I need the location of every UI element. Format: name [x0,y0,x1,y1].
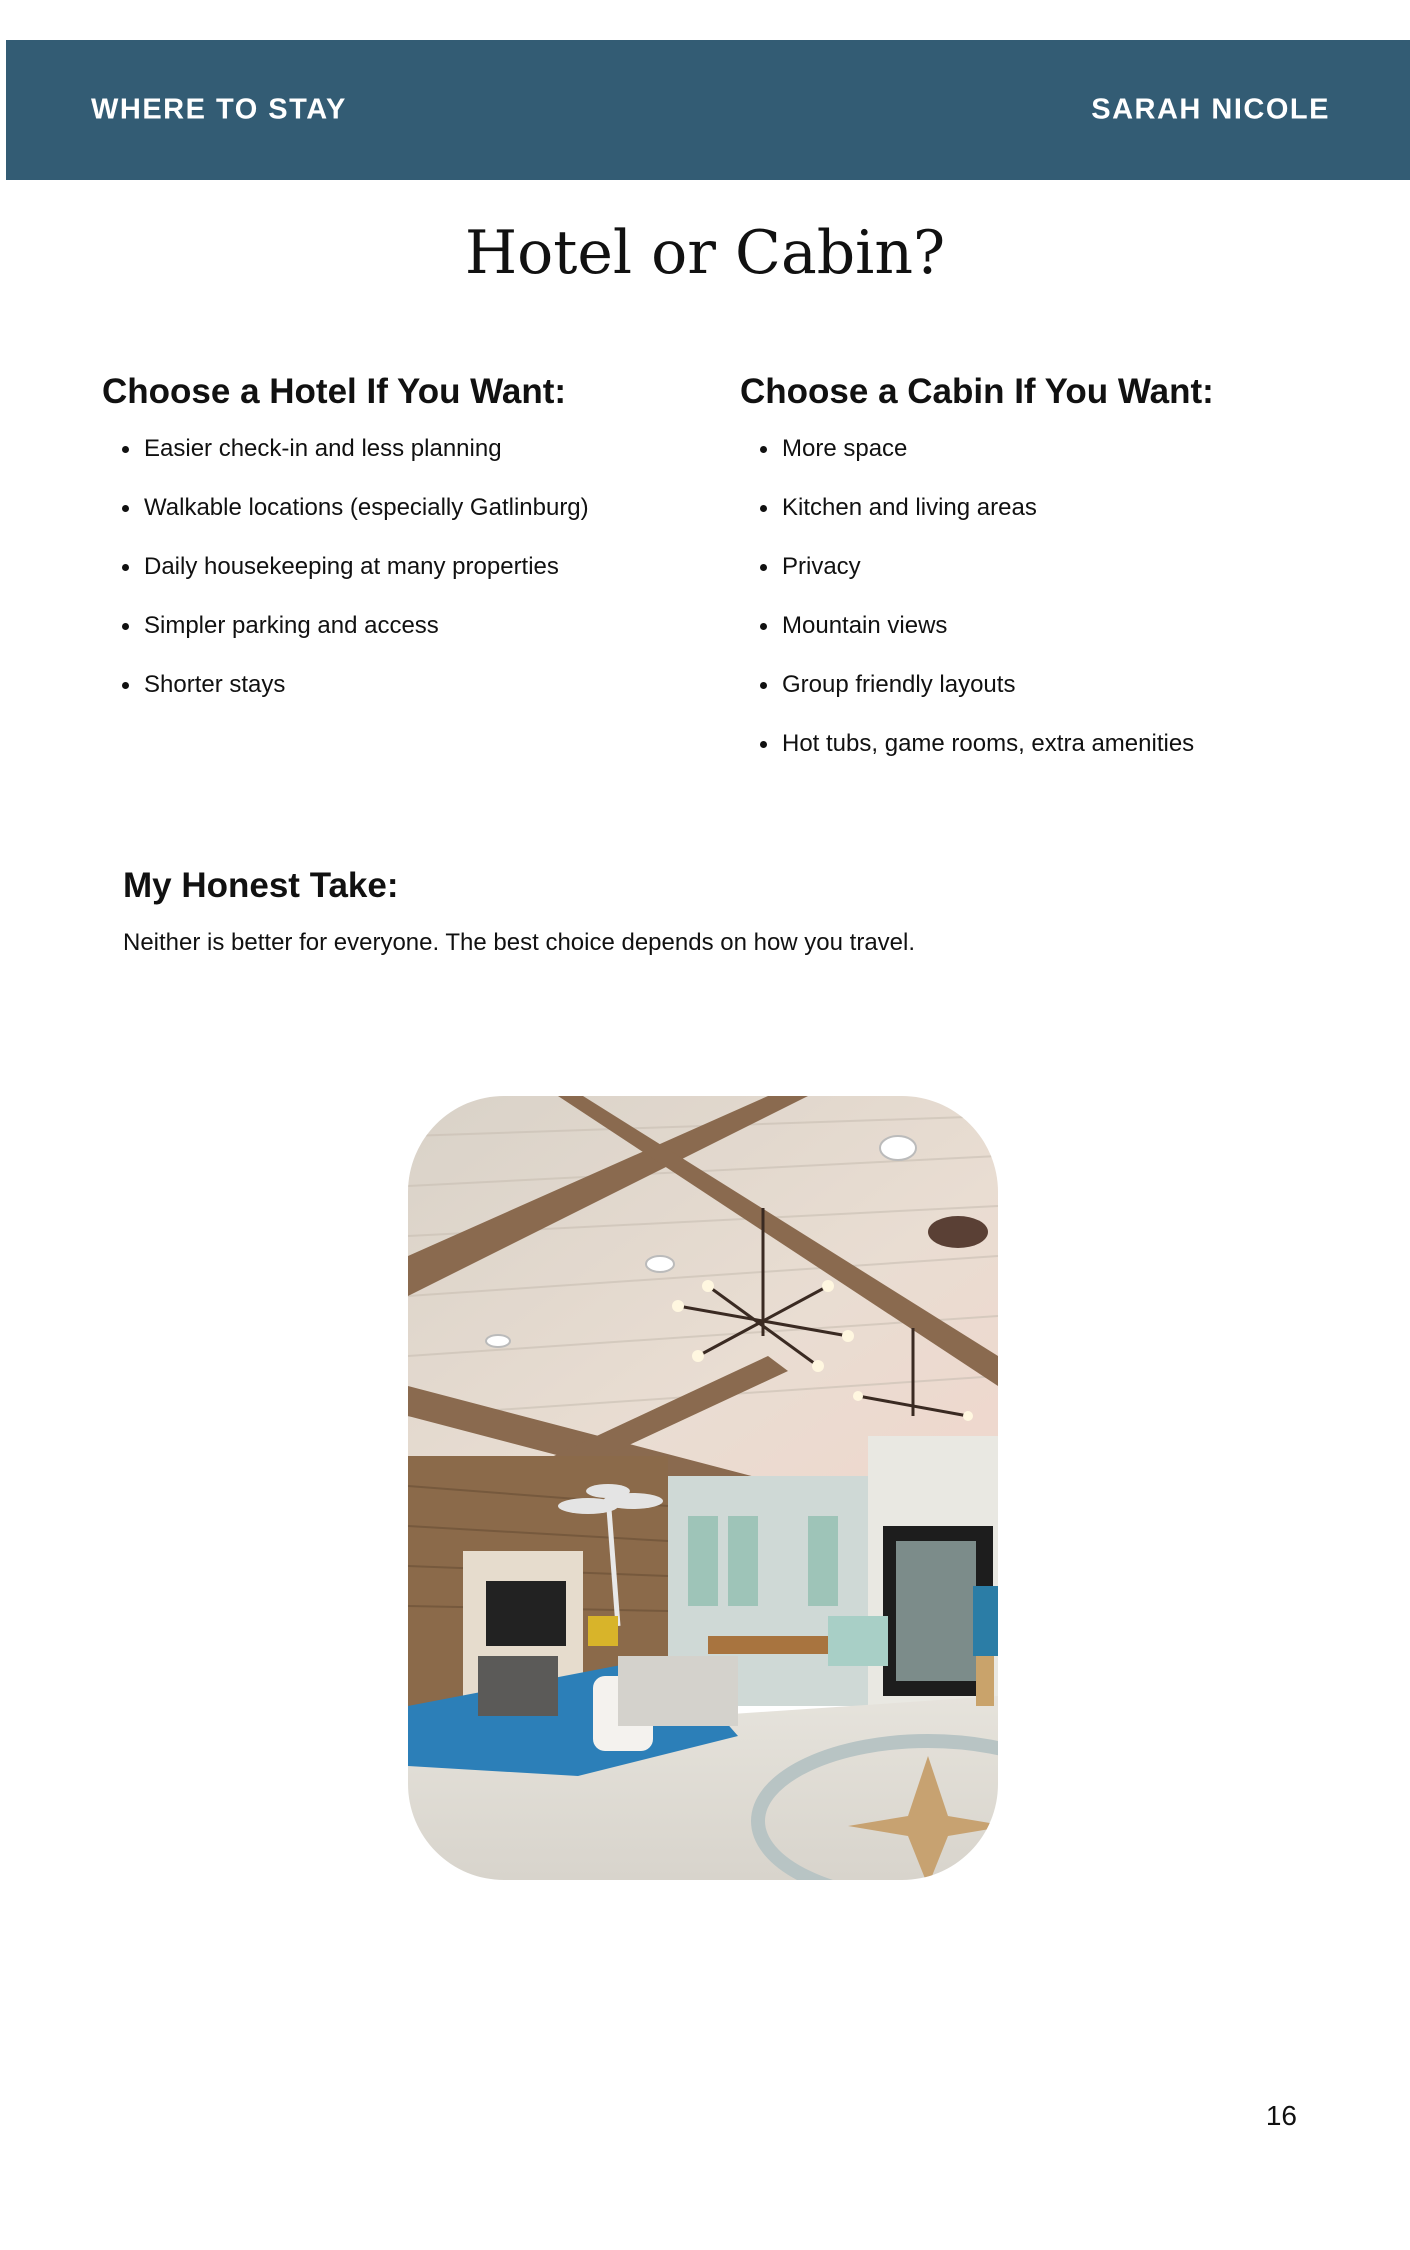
hotel-lobby-photo [408,1096,998,1880]
list-item: Group friendly layouts [740,670,1380,729]
section-label: WHERE TO STAY [91,93,347,126]
list-item: More space [740,434,1380,493]
list-item: Privacy [740,552,1380,611]
take-text: Neither is better for everyone. The best choice depends on how you travel. [123,929,916,956]
list-item: Kitchen and living areas [740,493,1380,552]
cabin-column [740,372,1380,788]
list-item: Daily housekeeping at many properties [102,552,742,611]
header-banner [6,40,1410,180]
cabin-list [740,434,1380,788]
list-item: Simpler parking and access [102,611,742,670]
hotel-list [102,434,742,729]
list-item: Shorter stays [102,670,742,729]
list-item: Hot tubs, game rooms, extra amenities [740,729,1380,788]
honest-take-section [123,866,1273,958]
list-item: Mountain views [740,611,1380,670]
take-heading: My Honest Take: [123,866,399,905]
page-title: Hotel or Cabin? [464,218,946,288]
hotel-column [102,372,742,729]
hotel-heading: Choose a Hotel If You Want: [102,372,567,411]
list-item: Easier check-in and less planning [102,434,742,493]
page-number: 16 [1265,2100,1297,2131]
cabin-heading: Choose a Cabin If You Want: [740,372,1214,411]
lobby-illustration [408,1096,998,1880]
author-name: SARAH NICOLE [1091,93,1330,126]
list-item: Walkable locations (especially Gatlinburg) [102,493,742,552]
